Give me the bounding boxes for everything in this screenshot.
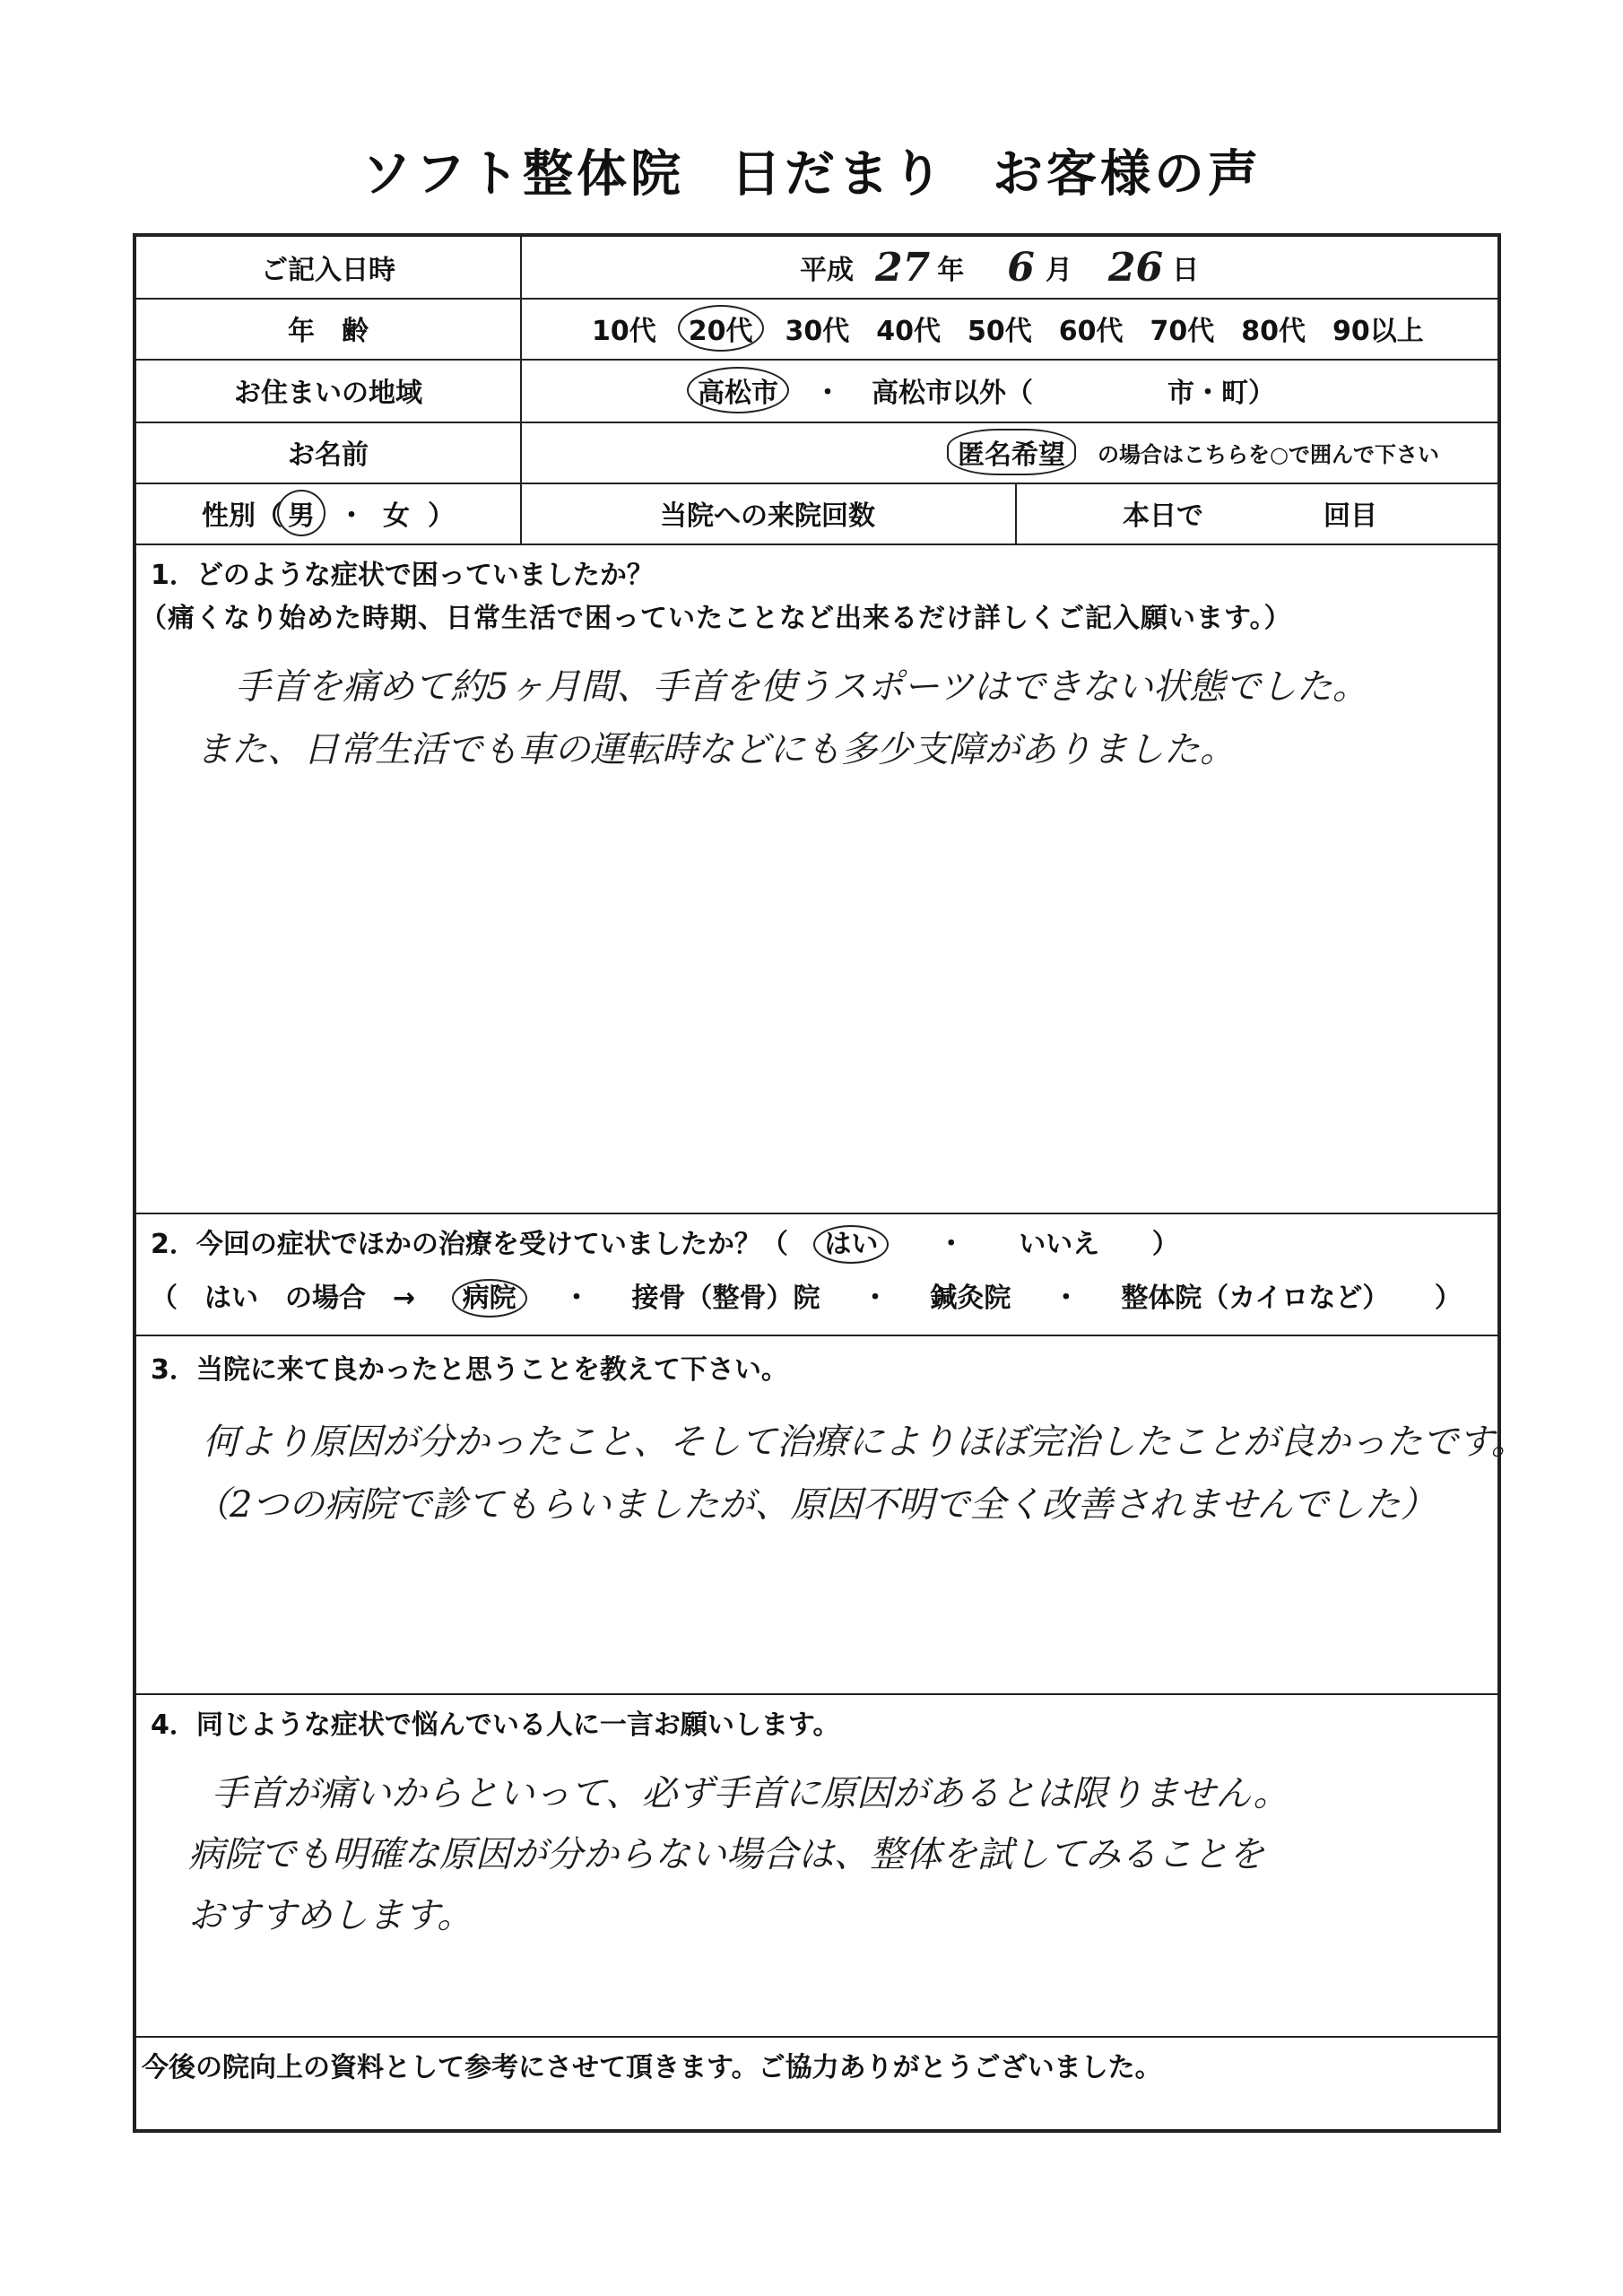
q2-no[interactable]: いいえ <box>1019 1229 1100 1260</box>
q2-followup-row <box>151 1275 1462 1315</box>
age-option[interactable]: 80代 <box>1241 316 1306 347</box>
gender-label: 性別（ <box>202 500 282 532</box>
year-value: 27 <box>875 244 931 291</box>
title-subtitle: お客様の声 <box>993 145 1262 204</box>
q2-question: 2．今回の症状でほかの治療を受けていましたか？（ <box>151 1229 788 1260</box>
q1-question: 1．どのような症状で困っていましたか？ <box>151 560 654 591</box>
name-label: お名前 <box>288 439 369 471</box>
q1-answer-line: 手首を痛めて約5ヶ月間、手首を使うスポーツはできない状態でした。 <box>235 666 1368 708</box>
month-value: 6 <box>1007 244 1035 291</box>
area-other-suffix: 市・町） <box>1167 378 1275 409</box>
age-option-selected[interactable]: 20代 <box>678 305 764 352</box>
area-separator: ・ <box>814 378 841 409</box>
clinic-name: ソフト整体院 <box>361 145 684 204</box>
today-label: 本日で <box>1123 500 1203 532</box>
gender-close: ） <box>428 500 455 532</box>
q2-chiro[interactable]: 整体院（カイロなど） <box>1121 1283 1390 1314</box>
q2-question-row <box>151 1222 1179 1261</box>
clinic-nickname: 日だまり <box>731 145 946 204</box>
divider <box>136 1693 1497 1695</box>
q2-hospital-selected[interactable]: 病院 <box>452 1279 527 1318</box>
date-label: ご記入日時 <box>261 255 395 286</box>
area-label: お住まいの地域 <box>234 378 422 409</box>
area-takamatsu-selected[interactable]: 高松市 <box>687 367 789 413</box>
age-option[interactable]: 30代 <box>785 316 850 347</box>
era-label: 平成 <box>800 255 854 286</box>
age-options <box>592 298 1424 359</box>
visits-label: 当院への来院回数 <box>660 500 875 532</box>
q2-followup-close: ） <box>1434 1283 1462 1314</box>
q4-answer-line: 病院でも明確な原因が分からない場合は、整体を試してみることを <box>188 1834 1264 1875</box>
gender-separator: ・ <box>338 500 365 532</box>
day-unit: 日 <box>1172 255 1200 286</box>
divider <box>136 1335 1497 1336</box>
q2-close: ） <box>1151 1229 1179 1260</box>
q3-question: 3．当院に来て良かったと思うことを教えて下さい。 <box>151 1354 788 1386</box>
age-option[interactable]: 50代 <box>968 316 1032 347</box>
anonymous-option-selected[interactable]: 匿名希望 <box>947 429 1076 475</box>
q2-followup-open: （ はい の場合 → <box>151 1283 416 1314</box>
divider <box>136 1213 1497 1214</box>
gender-male-selected[interactable]: 男 <box>277 490 325 536</box>
q2-separator: ・ <box>937 1229 965 1260</box>
q1-hint: （痛くなり始めた時期、日常生活で困っていたことなど出来るだけ詳しくご記入願います。） <box>140 603 1292 634</box>
q3-answer-line: 何より原因が分かったこと、そして治療によりほぼ完治したことが良かったです。 <box>203 1422 1527 1463</box>
area-other[interactable]: 高松市以外（ <box>872 378 1033 409</box>
gender-field <box>136 483 520 544</box>
area-options <box>692 359 1275 422</box>
q2-sep: ・ <box>563 1283 591 1314</box>
age-option[interactable]: 90以上 <box>1332 316 1424 347</box>
age-option[interactable]: 40代 <box>876 316 941 347</box>
age-option[interactable]: 10代 <box>592 316 656 347</box>
age-option[interactable]: 70代 <box>1150 316 1215 347</box>
divider <box>136 2036 1497 2038</box>
q2-bonesetter[interactable]: 接骨（整骨）院 <box>631 1283 820 1314</box>
day-value: 26 <box>1107 244 1164 291</box>
q4-answer-line: 手首が痛いからといって、必ず手首に原因があるとは限りません。 <box>212 1773 1289 1814</box>
age-label: 年 齢 <box>288 316 369 347</box>
column-divider <box>1015 483 1017 544</box>
month-unit: 月 <box>1045 255 1072 286</box>
visits-field[interactable] <box>1123 483 1377 544</box>
q2-sep: ・ <box>1052 1283 1080 1314</box>
q4-answer-line: おすすめします。 <box>188 1895 473 1936</box>
count-suffix: 回目 <box>1324 500 1377 532</box>
date-field[interactable] <box>800 237 1199 298</box>
anonymous-note: の場合はこちらを○で囲んで下さい <box>1098 441 1439 467</box>
q2-yes-selected[interactable]: はい <box>813 1225 889 1264</box>
age-option[interactable]: 60代 <box>1058 316 1124 347</box>
q2-acupuncture[interactable]: 鍼灸院 <box>930 1283 1011 1314</box>
page-title <box>0 135 1623 206</box>
q4-question: 4．同じような症状で悩んでいる人に一言お願いします。 <box>151 1709 840 1741</box>
year-unit: 年 <box>937 255 965 286</box>
q1-answer-line: また、日常生活でも車の運転時などにも多少支障がありました。 <box>195 729 1236 770</box>
footer-thanks: 今後の院向上の資料として参考にさせて頂きます。ご協力ありがとうございました。 <box>142 2052 1162 2083</box>
divider <box>136 544 1497 545</box>
q3-answer-line: （2つの病院で診てもらいましたが、原因不明で全く改善されませんでした） <box>194 1484 1436 1526</box>
survey-form <box>133 233 1527 2133</box>
q2-sep: ・ <box>861 1283 889 1314</box>
gender-female[interactable]: 女 <box>383 500 410 532</box>
name-field[interactable] <box>952 422 1439 483</box>
